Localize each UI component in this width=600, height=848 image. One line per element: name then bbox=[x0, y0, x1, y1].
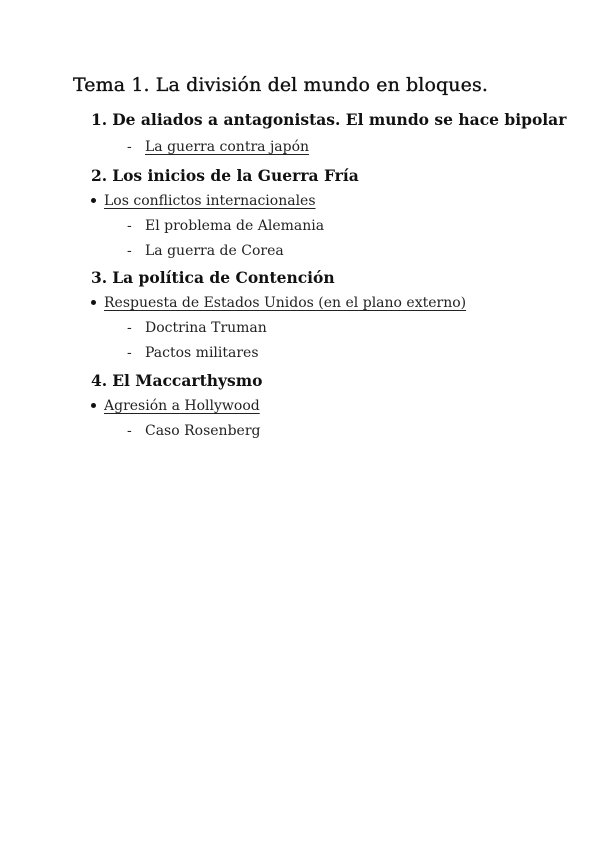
list-item bbox=[127, 243, 284, 259]
list-item bbox=[127, 218, 324, 234]
section-heading-4 bbox=[91, 371, 262, 390]
bullet-icon bbox=[91, 403, 96, 408]
dash-marker: - bbox=[127, 139, 132, 155]
dash-marker: - bbox=[127, 218, 132, 234]
list-item bbox=[127, 423, 260, 439]
section-title: El Maccarthysmo bbox=[112, 371, 263, 390]
list-item-text: La guerra de Corea bbox=[145, 243, 284, 259]
section-heading-1 bbox=[91, 110, 566, 129]
dash-marker: - bbox=[127, 320, 132, 336]
section-heading-3 bbox=[91, 268, 335, 287]
list-item bbox=[127, 345, 259, 361]
list-item bbox=[127, 320, 267, 336]
list-item bbox=[127, 139, 309, 155]
section-number: 2. bbox=[91, 166, 108, 185]
list-item-text: El problema de Alemania bbox=[145, 218, 325, 234]
bullet-icon bbox=[91, 198, 96, 203]
bullet-text: Respuesta de Estados Unidos (en el plano externo) bbox=[104, 295, 467, 311]
section-title: La política de Contención bbox=[112, 268, 335, 287]
bullet-text: Agresión a Hollywood bbox=[104, 398, 260, 414]
section-number: 3. bbox=[91, 268, 108, 287]
bullet-text: Los conflictos internacionales bbox=[104, 193, 316, 209]
list-item-text: La guerra contra japón bbox=[145, 139, 310, 155]
bullet-icon bbox=[91, 300, 96, 305]
section-title: De aliados a antagonistas. El mundo se hace bipolar bbox=[112, 110, 567, 129]
page-title: Tema 1. La división del mundo en bloques. bbox=[73, 74, 488, 96]
bullet-item bbox=[91, 398, 260, 414]
dash-marker: - bbox=[127, 243, 132, 259]
bullet-item bbox=[91, 295, 466, 311]
section-heading-2 bbox=[91, 166, 359, 185]
list-item-text: Caso Rosenberg bbox=[145, 423, 261, 439]
list-item-text: Doctrina Truman bbox=[145, 320, 267, 336]
list-item-text: Pactos militares bbox=[145, 345, 259, 361]
section-number: 4. bbox=[91, 371, 108, 390]
dash-marker: - bbox=[127, 423, 132, 439]
dash-marker: - bbox=[127, 345, 132, 361]
section-title: Los inicios de la Guerra Fría bbox=[112, 166, 359, 185]
section-number: 1. bbox=[91, 110, 108, 129]
bullet-item bbox=[91, 193, 316, 209]
